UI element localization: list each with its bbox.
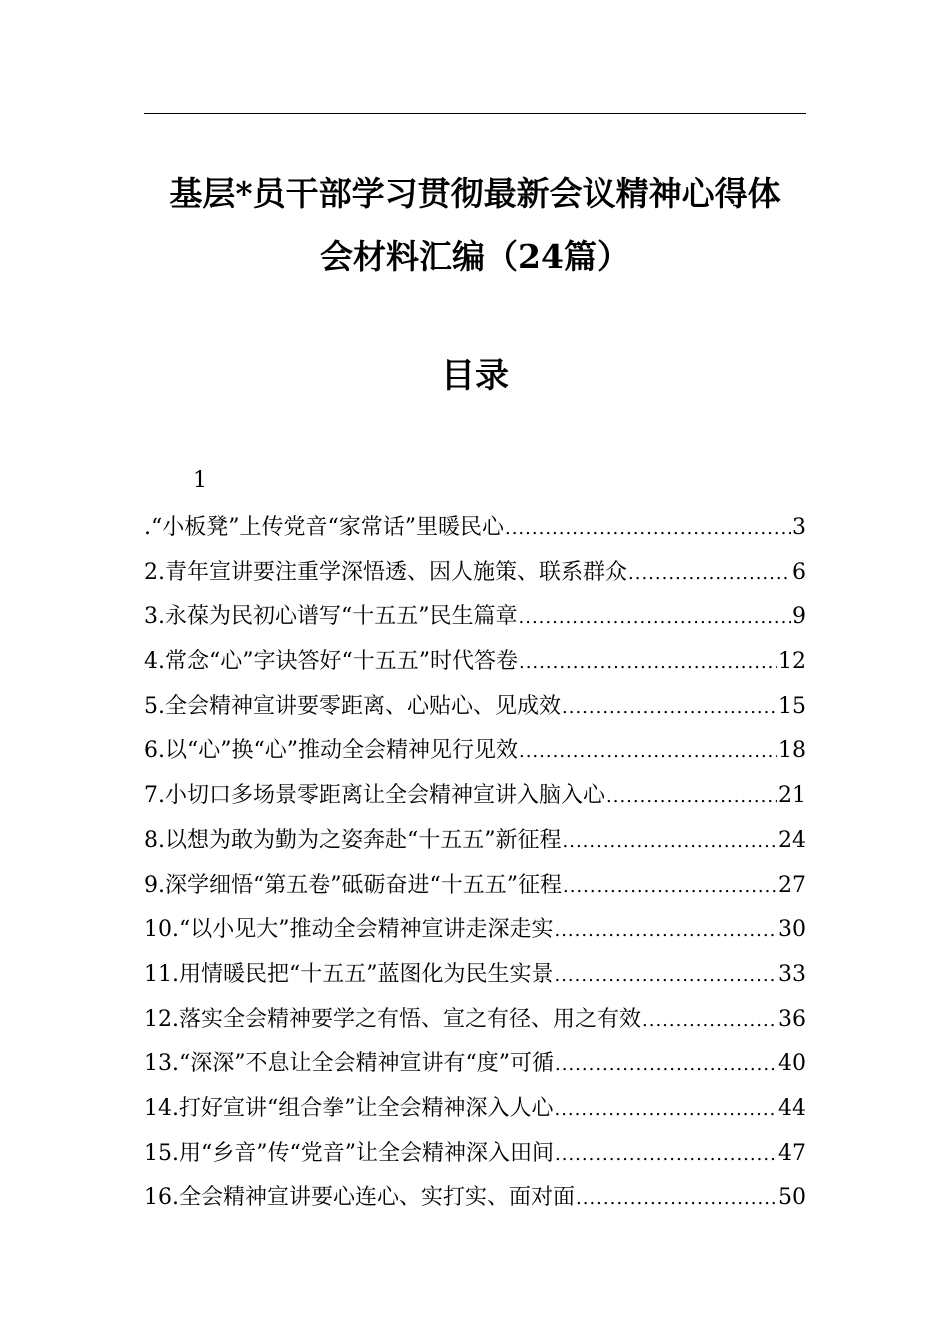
toc-entry[interactable] (144, 551, 806, 596)
toc-entry-title: 7.小切口多场景零距离让全会精神宣讲入脑入心 (144, 783, 605, 809)
toc-heading: 目录 (441, 356, 509, 396)
toc-entry-title: 16.全会精神宣讲要心连心、实打实、面对面 (144, 1185, 575, 1211)
toc-entry[interactable] (144, 864, 806, 909)
toc-entry-title: .“小板凳”上传党音“家常话”里暖民心 (144, 515, 504, 540)
toc-dot-leader (555, 1133, 777, 1177)
toc-entry-page-number: 50 (778, 1185, 806, 1211)
toc-dot-leader (554, 1088, 777, 1132)
toc-entry-page-number: 15 (778, 693, 806, 719)
toc-entry-page-number: 21 (778, 783, 806, 809)
toc-dot-leader (554, 954, 777, 998)
document-title-line-2: 会材料汇编（24篇） (320, 237, 630, 276)
toc-entry-title: 14.打好宣讲“组合拳”让全会精神深入人心 (144, 1095, 554, 1121)
toc-entry-page-number: 3 (792, 515, 806, 540)
toc-entry-page-number: 12 (778, 649, 806, 675)
toc-entry-title: 5.全会精神宣讲要零距离、心贴心、见成效 (144, 693, 561, 719)
toc-entry-page-number: 27 (778, 872, 806, 898)
toc-entry[interactable] (144, 908, 806, 953)
toc-entry[interactable] (144, 953, 806, 998)
toc-entry-title: 8.以想为敢为勤为之姿奔赴“十五五”新征程 (144, 827, 562, 853)
header-rule (144, 113, 806, 114)
toc-entry[interactable] (144, 595, 806, 640)
toc-entry-title: 2.青年宣讲要注重学深悟透、因人施策、联系群众 (144, 559, 627, 585)
toc-entry-page-number: 36 (778, 1006, 806, 1032)
toc-entry-page-number: 47 (778, 1140, 806, 1166)
toc-entry[interactable] (144, 506, 806, 551)
toc-entry-title: 15.用“乡音”传“党音”让全会精神深入田间 (144, 1140, 554, 1166)
toc-entry[interactable] (144, 1087, 806, 1132)
toc-entry-title: 4.常念“心”字诀答好“十五五”时代答卷 (144, 649, 518, 675)
toc-entry-title: 3.永葆为民初心谱写“十五五”民生篇章 (144, 604, 518, 630)
toc-entry[interactable] (144, 729, 806, 774)
toc-entry[interactable] (144, 774, 806, 819)
toc-dot-leader (519, 641, 777, 685)
document-title-line-1: 基层*员干部学习贯彻最新会议精神心得体 (169, 174, 781, 213)
toc-dot-leader (519, 596, 792, 640)
toc-dot-leader (554, 909, 777, 953)
toc-entry-title: 9.深学细悟“第五卷”砥砺奋进“十五五”征程 (144, 872, 562, 898)
toc-entry-page-number: 40 (778, 1051, 806, 1077)
toc-entry[interactable] (144, 819, 806, 864)
toc-entry-page-number: 18 (778, 738, 806, 764)
toc-entry[interactable] (144, 1042, 806, 1087)
toc-entry-title: 13.“深深”不息让全会精神宣讲有“度”可循 (144, 1051, 554, 1077)
toc-entry[interactable] (144, 640, 806, 685)
toc-dot-leader (563, 820, 778, 864)
toc-entry[interactable] (144, 1132, 806, 1177)
toc-entry-page-number: 6 (792, 559, 806, 585)
toc-entry[interactable] (144, 685, 806, 730)
toc-dot-leader (505, 507, 791, 551)
toc-dot-leader (563, 865, 777, 909)
toc-entry[interactable] (144, 1176, 806, 1221)
toc-dot-leader (576, 1177, 777, 1221)
toc-entry-page-number: 44 (778, 1095, 806, 1121)
toc-entry-page-number: 30 (778, 917, 806, 943)
toc-entry-title: 11.用情暖民把“十五五”蓝图化为民生实景 (144, 961, 554, 987)
toc-item-number-fragment: 1 (193, 468, 207, 493)
toc-dot-leader (628, 552, 791, 596)
toc-dot-leader (562, 686, 777, 730)
toc-dot-leader (606, 775, 777, 819)
toc-entry-title: 10.“以小见大”推动全会精神宣讲走深走实 (144, 917, 554, 943)
toc-entry[interactable] (144, 998, 806, 1043)
table-of-contents (144, 506, 806, 1221)
toc-entry-page-number: 33 (778, 961, 806, 987)
toc-dot-leader (519, 730, 777, 774)
document-title (144, 162, 806, 288)
toc-entry-title: 12.落实全会精神要学之有悟、宣之有径、用之有效 (144, 1006, 641, 1032)
toc-dot-leader (642, 999, 777, 1043)
toc-entry-page-number: 9 (792, 604, 806, 630)
toc-dot-leader (555, 1043, 777, 1087)
toc-entry-title: 6.以“心”换“心”推动全会精神见行见效 (144, 738, 518, 764)
toc-entry-page-number: 24 (778, 827, 806, 853)
